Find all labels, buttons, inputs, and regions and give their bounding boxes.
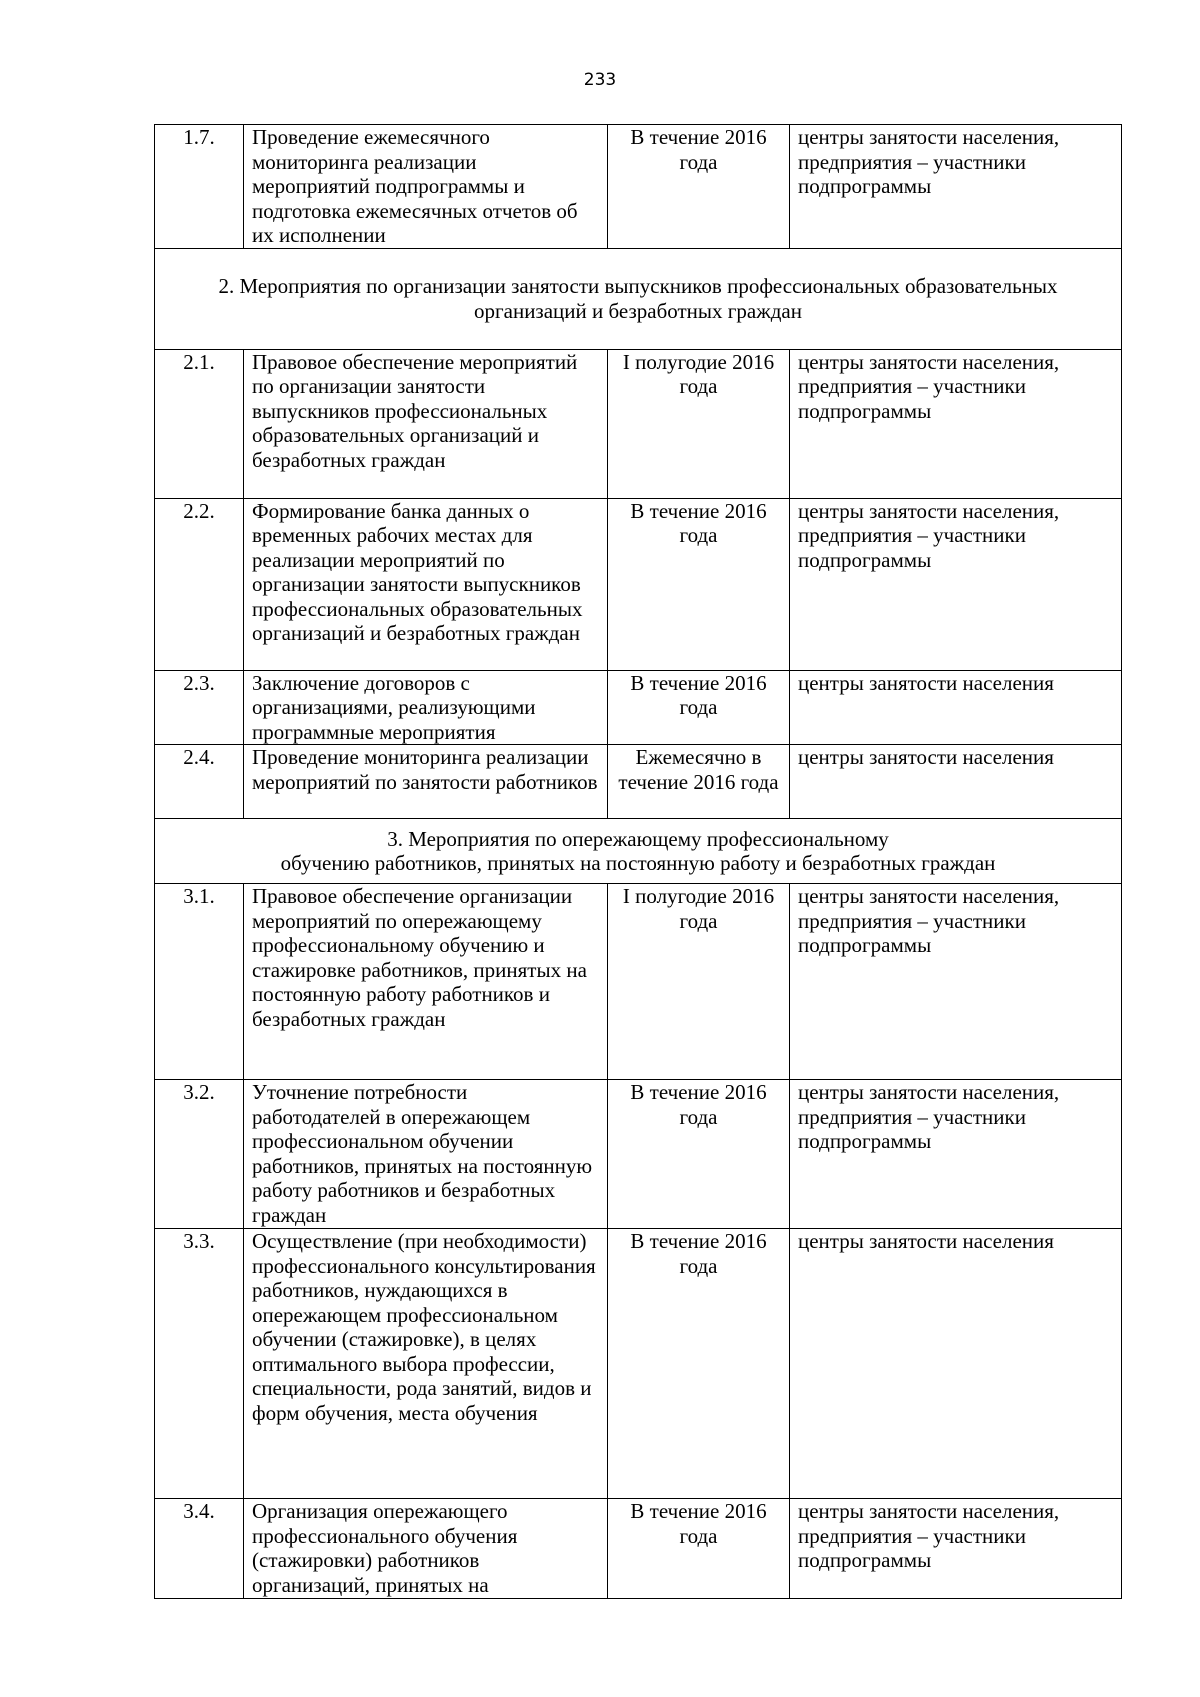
section-header-row <box>155 819 1122 884</box>
activity-term: В течение 2016 года <box>608 1229 790 1499</box>
activity-term: В течение 2016 года <box>608 670 790 745</box>
activity-term: I полугодие 2016 года <box>608 884 790 1080</box>
section-3-title <box>155 819 1122 884</box>
row-number: 2.1. <box>155 349 244 498</box>
section-header-row <box>155 248 1122 349</box>
row-number: 2.3. <box>155 670 244 745</box>
activity-responsible: центры занятости населения, предприятия – участники подпрограммы <box>790 498 1122 670</box>
activity-term: В течение 2016 года <box>608 125 790 249</box>
table-row <box>155 1080 1122 1229</box>
row-number: 1.7. <box>155 125 244 249</box>
page-number: 233 <box>583 70 617 90</box>
table-row <box>155 125 1122 249</box>
section-3-title-line2: обучению работников, принятых на постоянную работу и безработных граждан <box>280 851 996 875</box>
activity-name: Формирование банка данных о временных рабочих местах для реализации мероприятий по организации занятости выпускников профессиональных образовательных организаций и безработных граждан <box>244 498 608 670</box>
table-row <box>155 1499 1122 1599</box>
activity-responsible: центры занятости населения, предприятия – участники подпрограммы <box>790 884 1122 1080</box>
section-3-title-line1: 3. Мероприятия по опережающему профессиональному <box>387 826 889 851</box>
activity-name: Уточнение потребности работодателей в опережающем профессиональном обучении работников, принятых на постоянную работу работников и безработных граждан <box>244 1080 608 1229</box>
activity-name: Организация опережающего профессионального обучения (стажировки) работников организаций, принятых на <box>244 1499 608 1599</box>
activity-term: В течение 2016 года <box>608 1080 790 1229</box>
activity-responsible: центры занятости населения, предприятия – участники подпрограммы <box>790 1080 1122 1229</box>
row-number: 2.2. <box>155 498 244 670</box>
activity-name: Правовое обеспечение организации мероприятий по опережающему профессиональному обучению и стажировке работников, принятых на постоянную работу работников и безработных граждан <box>244 884 608 1080</box>
activity-responsible: центры занятости населения, предприятия – участники подпрограммы <box>790 125 1122 249</box>
activity-responsible: центры занятости населения <box>790 670 1122 745</box>
row-number: 3.2. <box>155 1080 244 1229</box>
table-row <box>155 498 1122 670</box>
activity-name: Осуществление (при необходимости) профессионального консультирования работников, нуждающихся в опережающем профессиональном обучении (стажировке), в целях оптимального выбора профессии, специальности, рода занятий, видов и форм обучения, места обучения <box>244 1229 608 1499</box>
row-number: 3.4. <box>155 1499 244 1599</box>
activity-term: В течение 2016 года <box>608 1499 790 1599</box>
activity-term: I полугодие 2016 года <box>608 349 790 498</box>
table-row <box>155 884 1122 1080</box>
activity-responsible: центры занятости населения <box>790 1229 1122 1499</box>
activity-responsible: центры занятости населения <box>790 745 1122 819</box>
table-row <box>155 670 1122 745</box>
activity-responsible: центры занятости населения, предприятия – участники подпрограммы <box>790 1499 1122 1599</box>
activity-term: Ежемесячно в течение 2016 года <box>608 745 790 819</box>
table-row <box>155 1229 1122 1499</box>
table-row <box>155 349 1122 498</box>
row-number: 3.1. <box>155 884 244 1080</box>
row-number: 3.3. <box>155 1229 244 1499</box>
activities-table <box>154 124 1122 1599</box>
activity-name: Проведение ежемесячного мониторинга реализации мероприятий подпрограммы и подготовка ежемесячных отчетов об их исполнении <box>244 125 608 249</box>
table-row <box>155 745 1122 819</box>
activity-name: Проведение мониторинга реализации мероприятий по занятости работников <box>244 745 608 819</box>
row-number: 2.4. <box>155 745 244 819</box>
activity-responsible: центры занятости населения, предприятия – участники подпрограммы <box>790 349 1122 498</box>
section-2-title: 2. Мероприятия по организации занятости выпускников профессиональных образовательных организаций и безработных граждан <box>155 248 1122 349</box>
activity-term: В течение 2016 года <box>608 498 790 670</box>
activity-name: Заключение договоров с организациями, реализующими программные мероприятия <box>244 670 608 745</box>
activity-name: Правовое обеспечение мероприятий по организации занятости выпускников профессиональных образовательных организаций и безработных граждан <box>244 349 608 498</box>
